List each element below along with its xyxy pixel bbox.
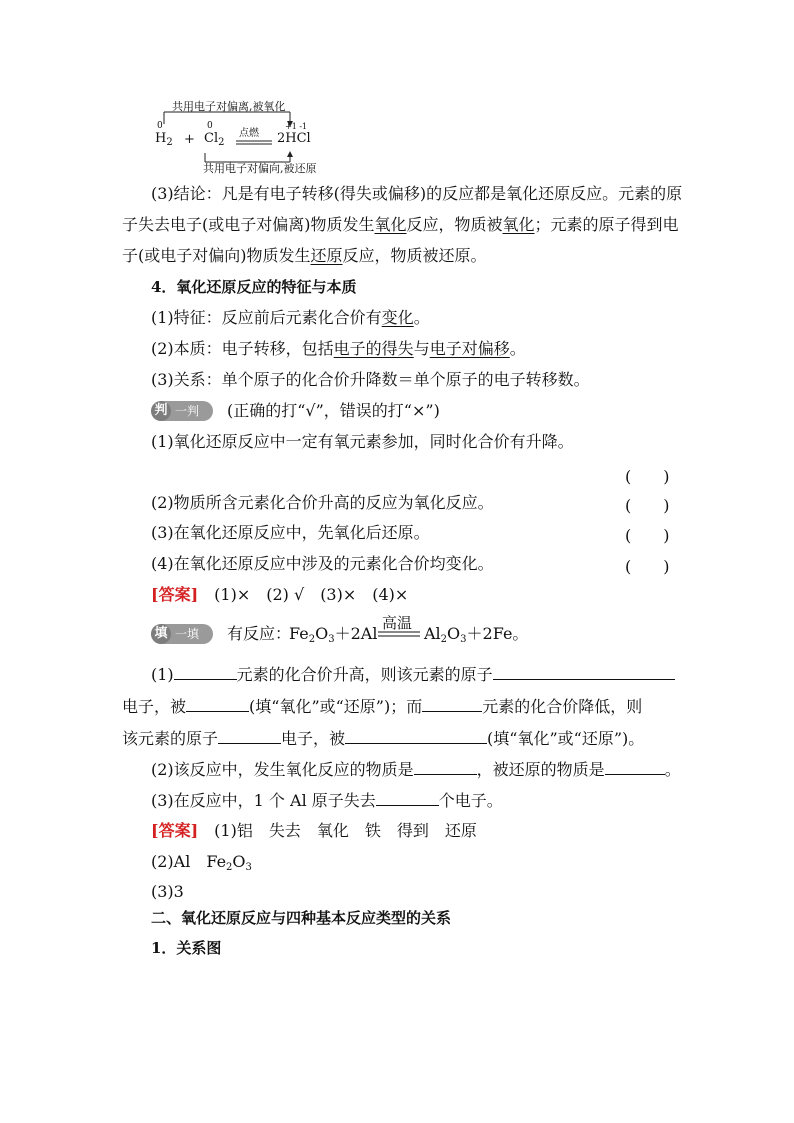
feature-line: (1)特征：反应前后元素化合价有变化。 (151, 308, 430, 327)
judge-answers: [答案] (1)× (2) √ (3)× (4)× (151, 585, 409, 604)
conclusion-line-1: (3)结论：凡是有电子转移(得失或偏移)的反应都是氧化还原反应。元素的原 (151, 184, 683, 203)
fill-badge: 填 一填 (151, 624, 213, 644)
reaction-equals-sign (378, 631, 420, 637)
blank-reduced[interactable] (345, 728, 487, 744)
fill-question-2: (2)该反应中，发生氧化反应的物质是 ，被还原的物质是 。 (151, 760, 681, 779)
judge-answer-box-4[interactable]: ( ) (625, 557, 670, 576)
diagram-condition: 点燃 (239, 128, 259, 139)
h-oxidation-state: 0 (157, 121, 163, 131)
blank-element-down[interactable] (422, 696, 482, 712)
judge-badge: 判 一判 (151, 401, 213, 421)
fill-reaction-products: $Al_2O_3+2Fe$。 (424, 624, 529, 645)
reaction-condition: 高温 (382, 614, 413, 632)
judge-answer-box-3[interactable]: ( ) (625, 526, 670, 545)
fill-answer-1: [答案] (1)铝 失去 氧化 铁 得到 还原 (151, 821, 477, 840)
fill-answer-3: (3)3 (151, 882, 184, 901)
reactant-h2: $H_2$ (155, 131, 173, 148)
blank-electron-gain[interactable] (218, 728, 281, 744)
blank-oxidized[interactable] (186, 696, 249, 712)
judge-instruction: (正确的打“√”，错误的打“×”) (227, 401, 440, 420)
fill-intro: 有反应： (227, 624, 292, 643)
product-oxidation-states: +1 -1 (285, 122, 308, 131)
blank-oxidation-substance[interactable] (414, 759, 477, 775)
blank-electron-lose[interactable] (493, 664, 675, 680)
diagram-top-label: 共用电子对偏离,被氧化 (172, 100, 286, 113)
fill-question-1-line-3: 该元素的原子 电子，被 (填“氧化”或“还原”)。 (122, 729, 645, 748)
section-2-heading: 二、氧化还原反应与四种基本反应类型的关系 (151, 909, 452, 927)
blank-element-up[interactable] (174, 664, 237, 680)
relation-line: (3)关系：单个原子的化合价升降数＝单个原子的电子转移数。 (151, 370, 590, 389)
judge-answer-box-2[interactable]: ( ) (625, 496, 670, 515)
blank-electron-count[interactable] (376, 790, 439, 806)
judge-question-4: (4)在氧化还原反应中涉及的元素化合价均变化。 (151, 554, 494, 573)
fill-answer-2: (2)Al $Fe_2O_3$ (151, 852, 252, 873)
fill-reaction: $Fe_2O_3+2Al$ (289, 624, 378, 645)
essence-line: (2)本质：电子转移，包括电子的得失与电子对偏移。 (151, 339, 526, 358)
conclusion-line-2: 子失去电子(或电子对偏离)物质发生氧化反应，物质被氧化；元素的原子得到电 (122, 215, 679, 234)
diagram-bottom-label: 共用电子对偏向,被还原 (203, 162, 317, 175)
judge-question-2: (2)物质所含元素化合价升高的反应为氧化反应。 (151, 493, 494, 512)
conclusion-line-3: 子(或电子对偏向)物质发生还原反应，物质被还原。 (122, 246, 487, 265)
judge-question-1: (1)氧化还原反应中一定有氧元素参加，同时化合价有升降。 (151, 432, 574, 451)
relation-diagram-subheading: 1．关系图 (151, 939, 222, 957)
fill-question-3: (3)在反应中，1 个 Al 原子失去 个电子。 (151, 791, 503, 810)
cl-oxidation-state: 0 (207, 121, 213, 131)
blank-reduced-substance[interactable] (605, 759, 665, 775)
fill-question-1-line-2: 电子，被 (填“氧化”或“还原”)；而 元素的化合价降低，则 (122, 697, 643, 716)
plus-sign: + (184, 132, 195, 147)
fill-question-1-line-1: (1) 元素的化合价升高，则该元素的原子 (151, 664, 675, 685)
judge-question-3: (3)在氧化还原反应中，先氧化后还原。 (151, 523, 430, 542)
reactant-cl2: $Cl_2$ (204, 131, 225, 148)
section-4-heading: 4．氧化还原反应的特征与本质 (151, 278, 357, 296)
judge-answer-box-1[interactable]: ( ) (625, 467, 670, 486)
product-hcl: 2HCl (277, 131, 311, 146)
